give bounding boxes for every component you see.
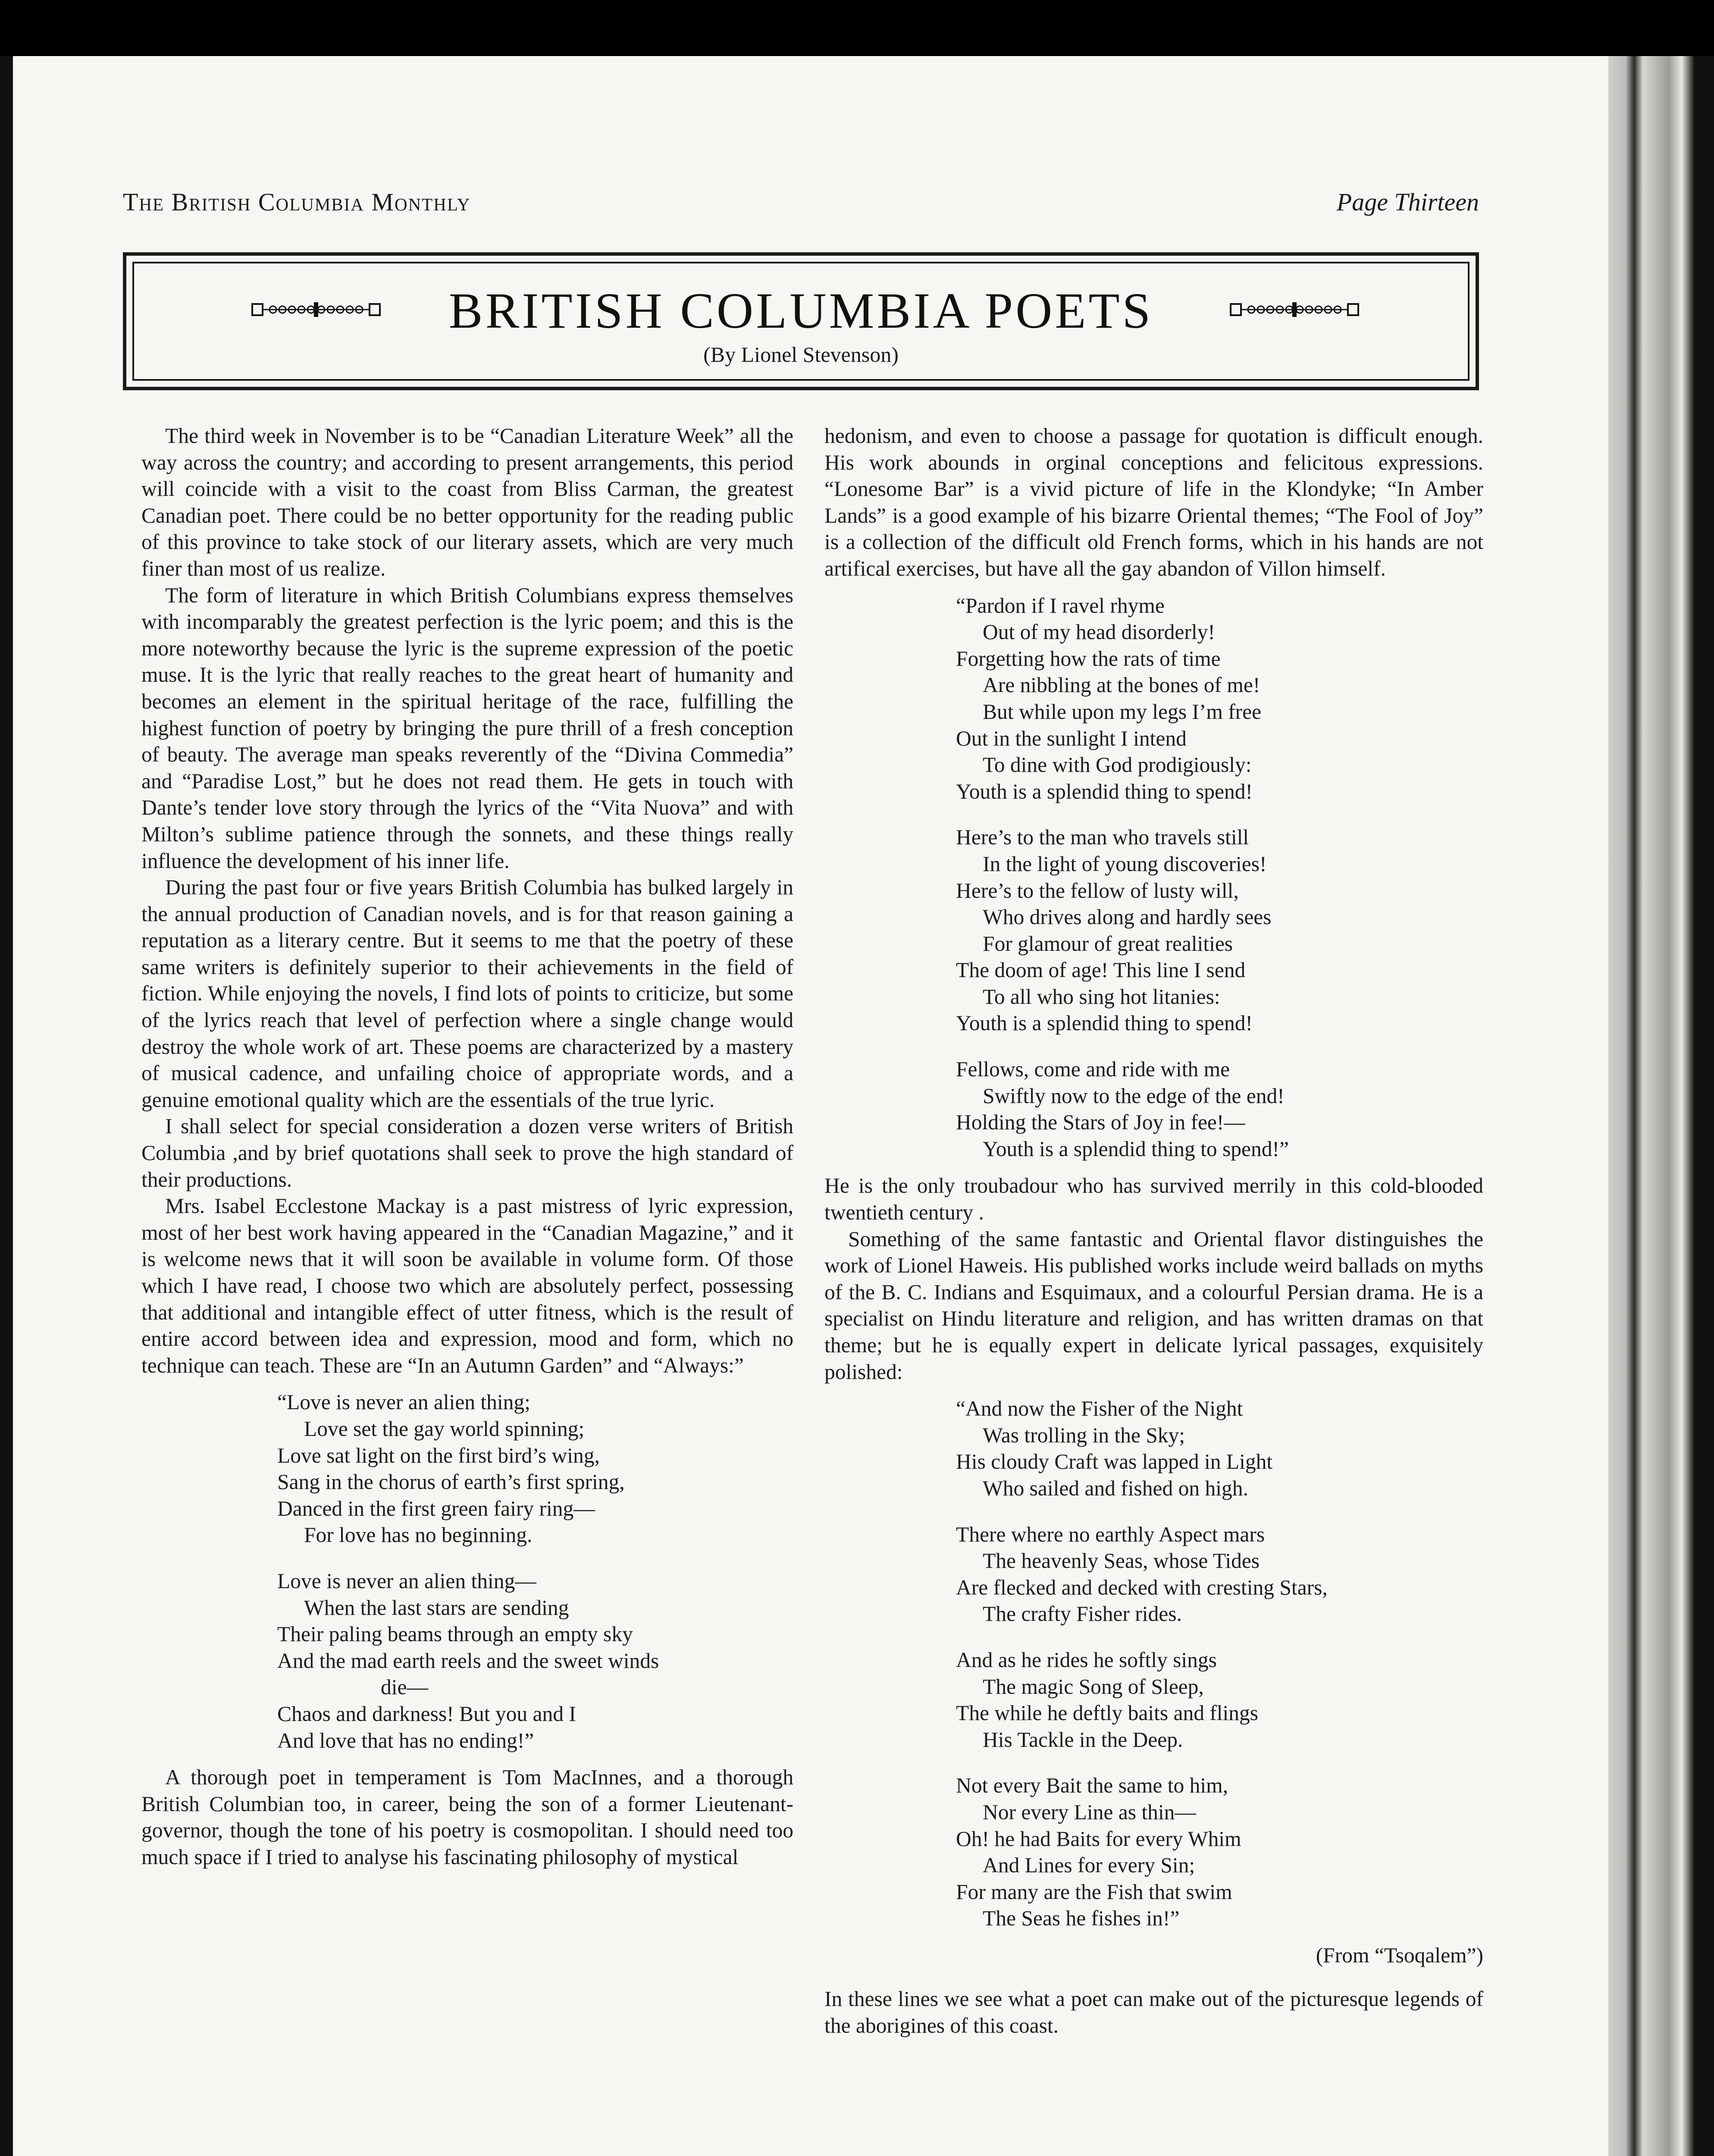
poem-line: The crafty Fisher rides. [983,1602,1182,1626]
poem-line: The magic Song of Sleep, [983,1674,1204,1698]
paragraph: During the past four or five years British Columbia has bulked largely in the annual production of Canadian novels, and is for that reason gaining a reputation as a literary centre. But it seems to me that the poetry of these same writers is definitely superior to their achievements in the field of fiction. While enjoying the novels, I find lots of points to criticize, but some of the lyrics reach that level of perfection where a single change would destroy the whole work of art. These poems are characterized by a mastery of musical cadence, and unfailing choice of appropriate words, and a genuine emotional quality which are the essentials of the true lyric. [141,875,793,1112]
paragraph: The third week in November is to be “Canadian Literature Week” all the way across the country; and according to present arrangements, this period will coincide with a visit to the coast from Bliss Carman, the greatest Canadian poet. There could be no better opportunity for the reading public of this province to take stock of our literary assets, which are very much finer than most of us realize. [141,424,793,580]
poem-line: Youth is a splendid thing to spend! [956,1011,1253,1035]
poem-line: When the last stars are sending [304,1595,569,1620]
poem-line: Their paling beams through an empty sky [277,1622,633,1646]
poem-line: To dine with God prodigiously: [983,753,1252,777]
poem-line: Are nibbling at the bones of me! [983,673,1260,697]
poem-stanza [956,824,1483,1037]
poem-stanza [956,592,1483,805]
poem-line: For many are the Fish that swim [956,1880,1232,1904]
poem-line: Not every Bait the same to him, [956,1774,1228,1798]
right-column [824,423,1483,2039]
poem-line: Love set the gay world spinning; [304,1416,585,1441]
poem-line: His Tackle in the Deep. [983,1727,1183,1752]
poem-attribution: (From “Tsoqalem”) [1316,1943,1483,1967]
poem-line: Chaos and darkness! But you and I [277,1702,576,1726]
page-number: Page Thirteen [1336,188,1479,216]
poem-line: The while he deftly baits and flings [956,1701,1259,1725]
poem-line: Love sat light on the first bird’s wing, [277,1443,600,1467]
paragraph: hedonism, and even to choose a passage for quotation is difficult enough. His work abounds in orginal conceptions and felicitous expressions. “Lonesome Bar” is a vivid picture of life in the Klondyke; “In Amber Lands” is a good example of his bizarre Oriental themes; “The Fool of Joy” is a collection of the difficult old French forms, which in his hands are not artifical exercises, but have all the gay abandon of Villon himself. [824,424,1483,580]
paragraph: Mrs. Isabel Ecclestone Mackay is a past mistress of lyric expression, most of her best work having appeared in the “Canadian Magazine,” and it is welcome news that it will soon be available in volume form. Of those which I have read, I choose two which are absolutely perfect, possessing that additional and intangible effect of utter fitness, which is the result of entire accord between idea and expression, mood and form, which no technique can teach. These are “In an Autumn Garden” and “Always:” [141,1194,793,1377]
poem-line: Danced in the first green fairy ring— [277,1496,595,1520]
title-banner [123,252,1479,390]
poem-line: His cloudy Craft was lapped in Light [956,1450,1273,1474]
poem-stanza [956,1647,1483,1753]
article-title: BRITISH COLUMBIA POETS [448,282,1153,339]
poem-line: Youth is a splendid thing to spend!” [983,1137,1289,1161]
paragraph: Something of the same fantastic and Oriental flavor distinguishes the work of Lionel Haweis. His published works include weird ballads on myths of the B. C. Indians and Esquimaux, and a colourful Persian drama. He is a specialist on Hindu literature and religion, and has written dramas on that theme; but he is equally expert in delicate lyrical passages, exquisitely polished: [824,1227,1483,1384]
paragraph: I shall select for special consideration a dozen verse writers of British Columbia ,and by brief quotations shall seek to prove the high standard of their productions. [141,1114,793,1191]
poem-fool-of-joy [956,592,1483,1163]
poem-always [277,1389,793,1754]
poem-line: Fellows, come and ride with me [956,1057,1230,1081]
poem-line: In the light of young discoveries! [983,852,1267,876]
poem-line: And as he rides he softly sings [956,1648,1217,1672]
poem-line: Here’s to the fellow of lusty will, [956,878,1239,903]
poem-line: Out of my head disorderly! [983,620,1215,644]
poem-line: For glamour of great realities [983,931,1233,956]
poem-line: To all who sing hot litanies: [983,984,1220,1009]
poem-line: But while upon my legs I’m free [983,699,1262,724]
poem-line: The heavenly Seas, whose Tides [983,1549,1260,1573]
poem-line: The Seas he fishes in!” [983,1906,1180,1930]
paragraph: He is the only troubadour who has survived merrily in this cold-blooded twentieth century . [824,1174,1483,1225]
scan-left-edge [0,56,13,2156]
running-head [123,188,1479,222]
poem-line: Oh! he had Baits for every Whim [956,1827,1241,1851]
poem-line: And love that has no ending!” [277,1728,534,1752]
paragraph: A thorough poet in temperament is Tom MacInnes, and a thorough British Columbian too, in career, being the son of a former Lieutenant-governor, though the tone of his poetry is cosmopolitan. I should need too much space if I tried to analyse his fascinating philosophy of mystical [141,1765,793,1869]
poem-line: For love has no beginning. [304,1523,533,1547]
poem-line: Who sailed and fished on high. [983,1476,1248,1500]
poem-line: And Lines for every Sin; [983,1853,1195,1877]
poem-line: Who drives along and hardly sees [983,905,1272,929]
poem-stanza [956,1521,1483,1627]
poem-line: Here’s to the man who travels still [956,825,1249,849]
poem-line: Love is never an alien thing— [277,1569,536,1593]
poem-line: die— [381,1675,428,1699]
publication-name: The British Columbia Monthly [123,188,471,216]
poem-line: Sang in the chorus of earth’s first spring, [277,1470,625,1494]
scan-binding-edge [1608,56,1714,2156]
poem-line: “Pardon if I ravel rhyme [956,593,1165,617]
poem-line: Nor every Line as thin— [983,1800,1196,1824]
poem-line: And the mad earth reels and the sweet winds [277,1648,659,1673]
paragraph: The form of literature in which British Columbians express themselves with incomparably the greatest perfection is the lyric poem; and this is the more noteworthy because the lyric is the supreme expression of the poetic muse. It is the lyric that really reaches to the great heart of humanity and becomes an element in the spiritual heritage of the race, fulfilling the highest function of poetry by bringing the pure thrill of a fresh conception of beauty. The average man speaks reverently of the “Divina Commedia” and “Paradise Lost,” but he does not read them. He gets in touch with Dante’s tender love story through the lyrics of the “Vita Nuova” and with Milton’s sublime patience through the sonnets, and these things really influence the development of his inner life. [141,583,793,873]
poem-line: Was trolling in the Sky; [983,1423,1185,1447]
poem-line: “Love is never an alien thing; [277,1390,530,1414]
left-column [141,423,793,1870]
poem-stanza [956,1056,1483,1162]
poem-line: Holding the Stars of Joy in fee!— [956,1110,1245,1134]
poem-line: Youth is a splendid thing to spend! [956,779,1253,803]
poem-tsoqalem [956,1395,1483,1932]
poem-line: Forgetting how the rats of time [956,646,1221,671]
poem-line: Are flecked and decked with cresting Stars, [956,1575,1328,1599]
poem-line: “And now the Fisher of the Night [956,1397,1243,1421]
article-byline: (By Lionel Stevenson) [703,342,899,367]
poem-line: Swiftly now to the edge of the end! [983,1084,1285,1108]
poem-line: Out in the sunlight I intend [956,726,1187,750]
poem-stanza [277,1389,793,1548]
poem-line: The doom of age! This line I send [956,958,1246,982]
poem-line: There where no earthly Aspect mars [956,1522,1265,1546]
poem-stanza [277,1568,793,1754]
poem-stanza [956,1395,1483,1501]
poem-stanza [956,1772,1483,1932]
paragraph: In these lines we see what a poet can make out of the picturesque legends of the aborigines of this coast. [824,1987,1483,2038]
